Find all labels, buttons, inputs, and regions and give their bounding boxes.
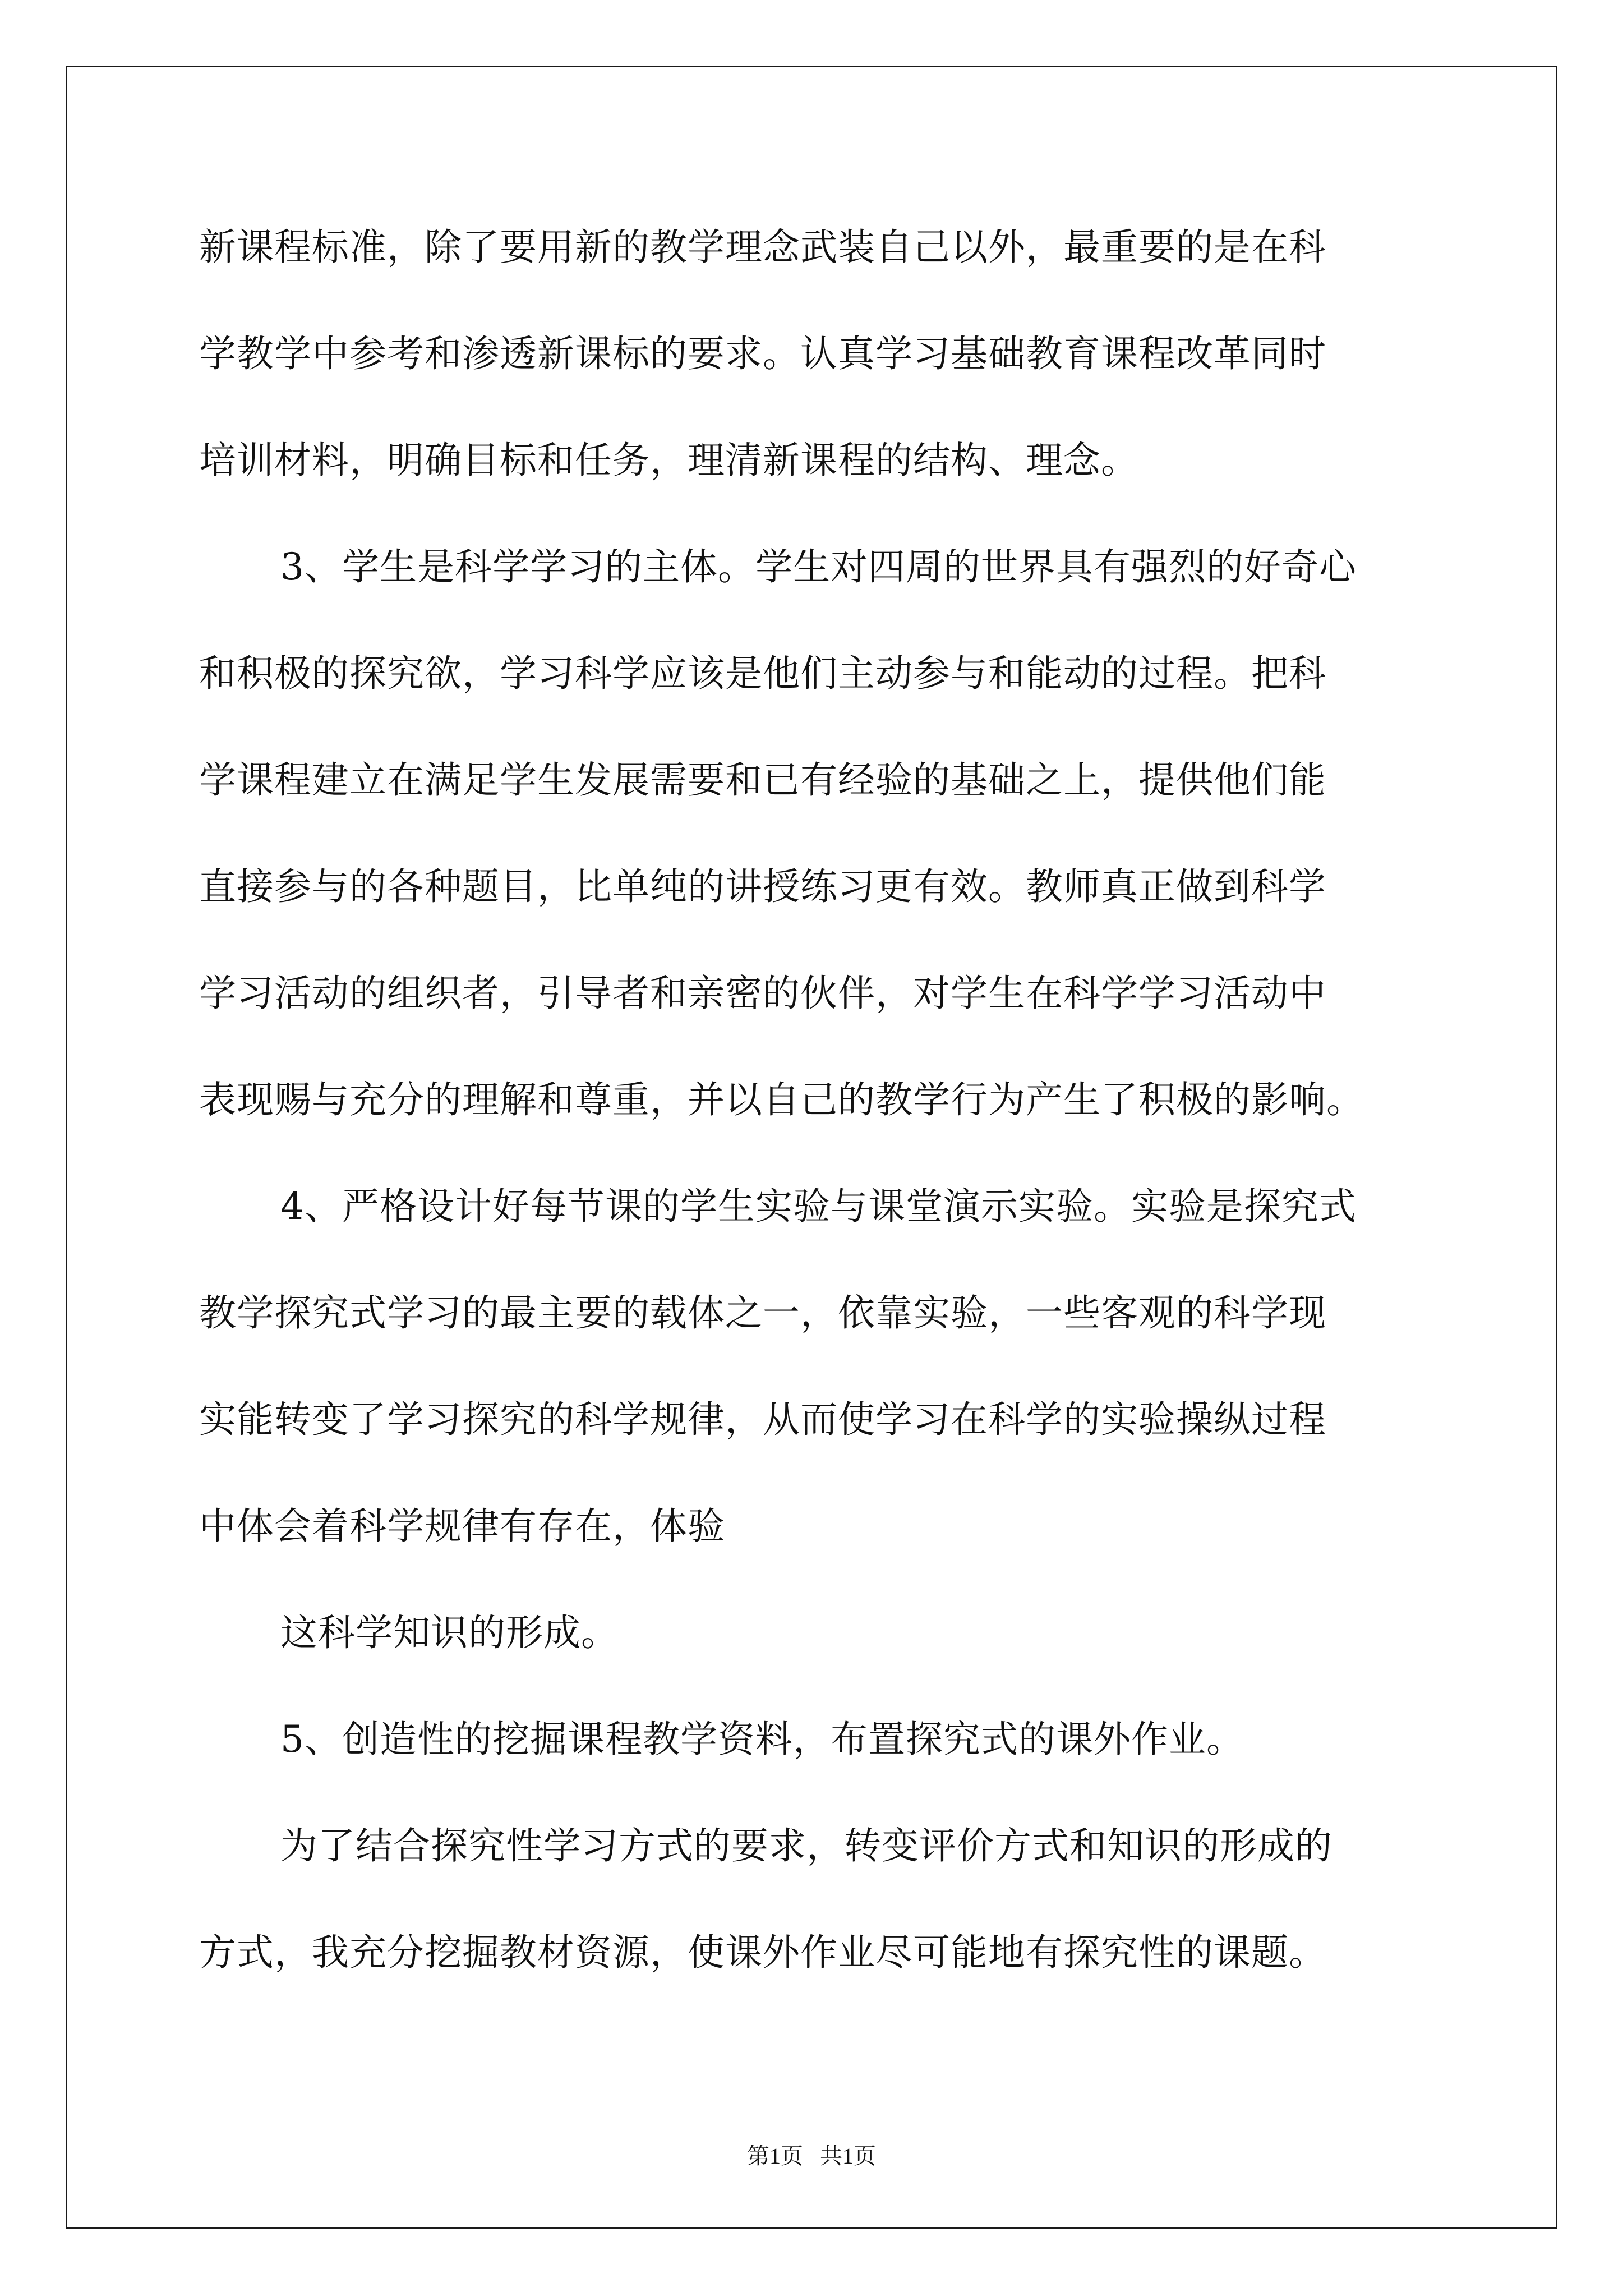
text-line: 直接参与的各种题目，比单纯的讲授练习更有效。教师真正做到科学 [199,865,1326,908]
text-line: 学教学中参考和渗透新课标的要求。认真学习基础教育课程改革同时 [199,332,1326,375]
text-line: 方式，我充分挖掘教材资源，使课外作业尽可能地有探究性的课题。 [199,1931,1326,1974]
paragraph-start-line: 为了结合探究性学习方式的要求，转变评价方式和知识的形成的 [280,1824,1332,1867]
text-line: 教学探究式学习的最主要的载体之一，依靠实验，一些客观的科学现 [199,1291,1326,1335]
paragraph-start-line: 3、学生是科学学习的主体。学生对四周的世界具有强烈的好奇心 [280,545,1357,588]
text-line: 实能转变了学习探究的科学规律，从而使学习在科学的实验操纵过程 [199,1398,1326,1441]
text-line: 学习活动的组织者，引导者和亲密的伙伴，对学生在科学学习活动中 [199,972,1326,1015]
text-line: 和积极的探究欲，学习科学应该是他们主动参与和能动的过程。把科 [199,652,1326,695]
page-number-footer: 第1页 共1页 [747,2143,876,2169]
text-line: 培训材料，明确目标和任务，理清新课程的结构、理念。 [199,439,1138,482]
paragraph-start-line: 这科学知识的形成。 [280,1611,619,1654]
page-border [66,66,1557,2229]
paragraph-start-line: 5、创造性的挖掘课程教学资料，布置探究式的课外作业。 [280,1718,1244,1761]
paragraph-start-line: 4、严格设计好每节课的学生实验与课堂演示实验。实验是探究式 [280,1185,1357,1228]
text-line: 学课程建立在满足学生发展需要和已有经验的基础之上，提供他们能 [199,758,1326,802]
text-line: 新课程标准，除了要用新的教学理念武装自己以外，最重要的是在科 [199,226,1326,269]
text-line: 表现赐与充分的理解和尊重，并以自己的教学行为产生了积极的影响。 [199,1078,1364,1121]
text-line: 中体会着科学规律有存在，体验 [199,1504,725,1548]
